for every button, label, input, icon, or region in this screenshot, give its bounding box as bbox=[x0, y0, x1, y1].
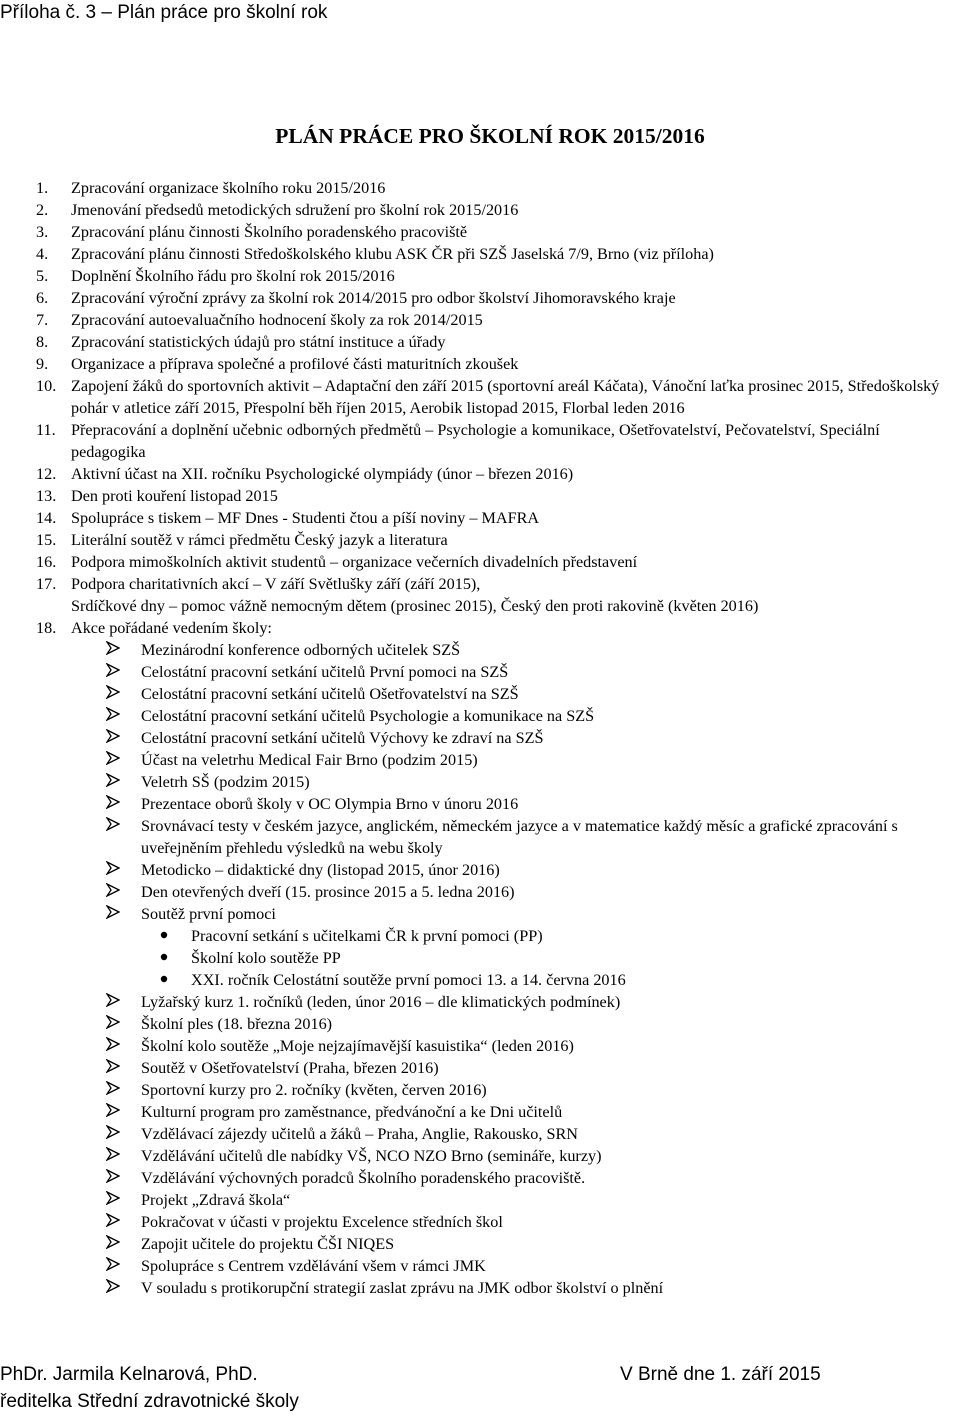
item-text: Zpracování plánu činnosti Středoškolského klubu ASK ČR při SZŠ Jaselská 7/9, Brno (viz příloha) bbox=[71, 245, 714, 263]
event-item: Sportovní kurzy pro 2. ročníky (květen, červen 2016) bbox=[71, 1079, 956, 1101]
event-item: Spolupráce s Centrem vzdělávání všem v rámci JMK bbox=[71, 1255, 956, 1277]
item-number: 10. bbox=[36, 377, 57, 395]
first-aid-item: Pracovní setkání s učitelkami ČR k první pomoci (PP) bbox=[36, 925, 956, 947]
list-item bbox=[36, 199, 956, 221]
list-item bbox=[36, 463, 956, 485]
event-item: Den otevřených dveří (15. prosince 2015 a 5. ledna 2016) bbox=[71, 881, 956, 903]
arrow-bullet-icon bbox=[106, 661, 128, 683]
item-number: 4. bbox=[36, 245, 49, 263]
item-number: 7. bbox=[36, 311, 49, 329]
item-number: 18. bbox=[36, 619, 57, 637]
item-text: Zpracování autoevaluačního hodnocení školy za rok 2014/2015 bbox=[71, 311, 483, 329]
arrow-bullet-icon bbox=[106, 793, 128, 815]
list-item bbox=[36, 331, 956, 353]
list-item bbox=[36, 419, 956, 463]
item-text: Zpracování výroční zprávy za školní rok 2014/2015 pro odbor školství Jihomoravského kraje bbox=[71, 289, 676, 307]
item-text-continued: Srdíčkové dny – pomoc vážně nemocným dětem (prosinec 2015), Český den proti rakovině (květen 2016) bbox=[71, 597, 759, 615]
arrow-bullet-icon bbox=[106, 1013, 128, 1035]
place-date: V Brně dne 1. září 2015 bbox=[620, 1364, 821, 1385]
list-item bbox=[36, 485, 956, 507]
item-number: 8. bbox=[36, 333, 49, 351]
item-number: 17. bbox=[36, 575, 57, 593]
arrow-bullet-icon bbox=[106, 1079, 128, 1101]
list-item bbox=[36, 375, 956, 419]
item-number: 1. bbox=[36, 179, 49, 197]
list-item bbox=[36, 507, 956, 529]
list-item bbox=[36, 287, 956, 309]
event-item: Celostátní pracovní setkání učitelů Psychologie a komunikace na SZŠ bbox=[71, 705, 956, 727]
list-item bbox=[36, 551, 956, 573]
event-item: Kulturní program pro zaměstnance, předvánoční a ke Dni učitelů bbox=[71, 1101, 956, 1123]
dot-bullet-icon bbox=[160, 969, 180, 991]
arrow-bullet-icon bbox=[106, 815, 128, 837]
item-text: Přepracování a doplnění učebnic odborných předmětů – Psychologie a komunikace, Ošetřovatelství, Pečovatelství, Speciální pedagogika bbox=[71, 421, 880, 461]
item-number: 2. bbox=[36, 201, 49, 219]
event-item: Metodicko – didaktické dny (listopad 2015, únor 2016) bbox=[71, 859, 956, 881]
list-item bbox=[36, 617, 956, 639]
event-item: Prezentace oborů školy v OC Olympia Brno v únoru 2016 bbox=[71, 793, 956, 815]
item-text: Akce pořádané vedením školy: bbox=[71, 619, 272, 637]
item-number: 16. bbox=[36, 553, 57, 571]
arrow-bullet-icon bbox=[106, 991, 128, 1013]
item-number: 6. bbox=[36, 289, 49, 307]
item-text: Podpora mimoškolních aktivit studentů – organizace večerních divadelních představení bbox=[71, 553, 638, 571]
item-number: 15. bbox=[36, 531, 57, 549]
event-item: Pokračovat v účasti v projektu Excelence středních škol bbox=[71, 1211, 956, 1233]
item-number: 3. bbox=[36, 223, 49, 241]
item-number: 13. bbox=[36, 487, 57, 505]
event-item: Soutěž první pomoci bbox=[71, 903, 956, 925]
arrow-bullet-icon bbox=[106, 749, 128, 771]
plan-list bbox=[36, 177, 956, 1299]
arrow-bullet-icon bbox=[106, 859, 128, 881]
item-text: Aktivní účast na XII. ročníku Psychologické olympiády (únor – březen 2016) bbox=[71, 465, 574, 483]
item-text: Jmenování předsedů metodických sdružení pro školní rok 2015/2016 bbox=[71, 201, 519, 219]
list-item bbox=[36, 309, 956, 331]
list-item bbox=[36, 243, 956, 265]
event-item: Účast na veletrhu Medical Fair Brno (podzim 2015) bbox=[71, 749, 956, 771]
first-aid-item: XXI. ročník Celostátní soutěže první pomoci 13. a 14. června 2016 bbox=[36, 969, 956, 991]
event-item: Projekt „Zdravá škola“ bbox=[71, 1189, 956, 1211]
item-text: Podpora charitativních akcí – V září Světlušky září (září 2015), bbox=[71, 575, 481, 593]
item-number: 12. bbox=[36, 465, 57, 483]
item-number: 11. bbox=[36, 421, 56, 439]
arrow-bullet-icon bbox=[106, 903, 128, 925]
list-item bbox=[36, 177, 956, 199]
item-number: 9. bbox=[36, 355, 49, 373]
event-item: Zapojit učitele do projektu ČŠI NIQES bbox=[71, 1233, 956, 1255]
list-item bbox=[36, 529, 956, 551]
arrow-bullet-icon bbox=[106, 727, 128, 749]
event-item: Celostátní pracovní setkání učitelů První pomoci na SZŠ bbox=[71, 661, 956, 683]
dot-bullet-icon bbox=[160, 925, 180, 947]
arrow-bullet-icon bbox=[106, 1057, 128, 1079]
author-name: PhDr. Jarmila Kelnarová, PhD. bbox=[0, 1364, 258, 1385]
event-item: V souladu s protikorupční strategií zaslat zprávu na JMK odbor školství o plnění bbox=[71, 1277, 956, 1299]
author-role: ředitelka Střední zdravotnické školy bbox=[0, 1391, 299, 1412]
item-text: Den proti kouření listopad 2015 bbox=[71, 487, 278, 505]
event-item: Soutěž v Ošetřovatelství (Praha, březen 2016) bbox=[71, 1057, 956, 1079]
item-text: Zapojení žáků do sportovních aktivit – Adaptační den září 2015 (sportovní areál Káčata), Vánoční laťka prosinec 2015, Středoškolský pohár v atletice září 2015, Přespolní běh říjen 2015, Aerobik listopad 2015, Florbal leden 2016 bbox=[71, 377, 940, 417]
item-text: Zpracování plánu činnosti Školního poradenského pracoviště bbox=[71, 223, 468, 241]
arrow-bullet-icon bbox=[106, 1233, 128, 1255]
arrow-bullet-icon bbox=[106, 1145, 128, 1167]
event-item: Vzdělávání výchovných poradců Školního poradenského pracoviště. bbox=[71, 1167, 956, 1189]
item-text: Literální soutěž v rámci předmětu Český jazyk a literatura bbox=[71, 531, 448, 549]
arrow-bullet-icon bbox=[106, 1167, 128, 1189]
item-number: 5. bbox=[36, 267, 49, 285]
event-item: Mezinárodní konference odborných učitelek SZŠ bbox=[71, 639, 956, 661]
item-text: Organizace a příprava společné a profilové části maturitních zkoušek bbox=[71, 355, 519, 373]
arrow-bullet-icon bbox=[106, 705, 128, 727]
arrow-bullet-icon bbox=[106, 1255, 128, 1277]
item-text: Zpracování organizace školního roku 2015/2016 bbox=[71, 179, 386, 197]
first-aid-item: Školní kolo soutěže PP bbox=[36, 947, 956, 969]
arrow-bullet-icon bbox=[106, 1123, 128, 1145]
arrow-bullet-icon bbox=[106, 1211, 128, 1233]
item-text: Zpracování statistických údajů pro státní instituce a úřady bbox=[71, 333, 446, 351]
arrow-bullet-icon bbox=[106, 1277, 128, 1299]
arrow-bullet-icon bbox=[106, 1189, 128, 1211]
list-item bbox=[36, 221, 956, 243]
event-item: Celostátní pracovní setkání učitelů Ošetřovatelství na SZŠ bbox=[71, 683, 956, 705]
arrow-bullet-icon bbox=[106, 1035, 128, 1057]
list-item bbox=[36, 353, 956, 375]
event-item: Školní ples (18. března 2016) bbox=[71, 1013, 956, 1035]
event-item: Vzdělávání učitelů dle nabídky VŠ, NCO NZO Brno (semináře, kurzy) bbox=[71, 1145, 956, 1167]
event-item: Srovnávací testy v českém jazyce, anglickém, německém jazyce a v matematice každý měsíc a grafické zpracování s uveřejněním přehledu výsledků na webu školy bbox=[71, 815, 956, 859]
arrow-bullet-icon bbox=[106, 1101, 128, 1123]
arrow-bullet-icon bbox=[106, 881, 128, 903]
page-title: PLÁN PRÁCE PRO ŠKOLNÍ ROK 2015/2016 bbox=[275, 124, 705, 148]
event-item: Školní kolo soutěže „Moje nejzajímavější kasuistika“ (leden 2016) bbox=[71, 1035, 956, 1057]
arrow-bullet-icon bbox=[106, 771, 128, 793]
dot-bullet-icon bbox=[160, 947, 180, 969]
arrow-bullet-icon bbox=[106, 639, 128, 661]
event-item: Lyžařský kurz 1. ročníků (leden, únor 2016 – dle klimatických podmínek) bbox=[71, 991, 956, 1013]
item-text: Doplnění Školního řádu pro školní rok 2015/2016 bbox=[71, 267, 395, 285]
list-item bbox=[36, 265, 956, 287]
event-item: Celostátní pracovní setkání učitelů Výchovy ke zdraví na SZŠ bbox=[71, 727, 956, 749]
arrow-bullet-icon bbox=[106, 683, 128, 705]
item-number: 14. bbox=[36, 509, 57, 527]
item-text: Spolupráce s tiskem – MF Dnes - Studenti čtou a píší noviny – MAFRA bbox=[71, 509, 540, 527]
attachment-label: Příloha č. 3 – Plán práce pro školní rok bbox=[0, 2, 328, 23]
list-item bbox=[36, 573, 956, 617]
event-item: Vzdělávací zájezdy učitelů a žáků – Praha, Anglie, Rakousko, SRN bbox=[71, 1123, 956, 1145]
event-item: Veletrh SŠ (podzim 2015) bbox=[71, 771, 956, 793]
